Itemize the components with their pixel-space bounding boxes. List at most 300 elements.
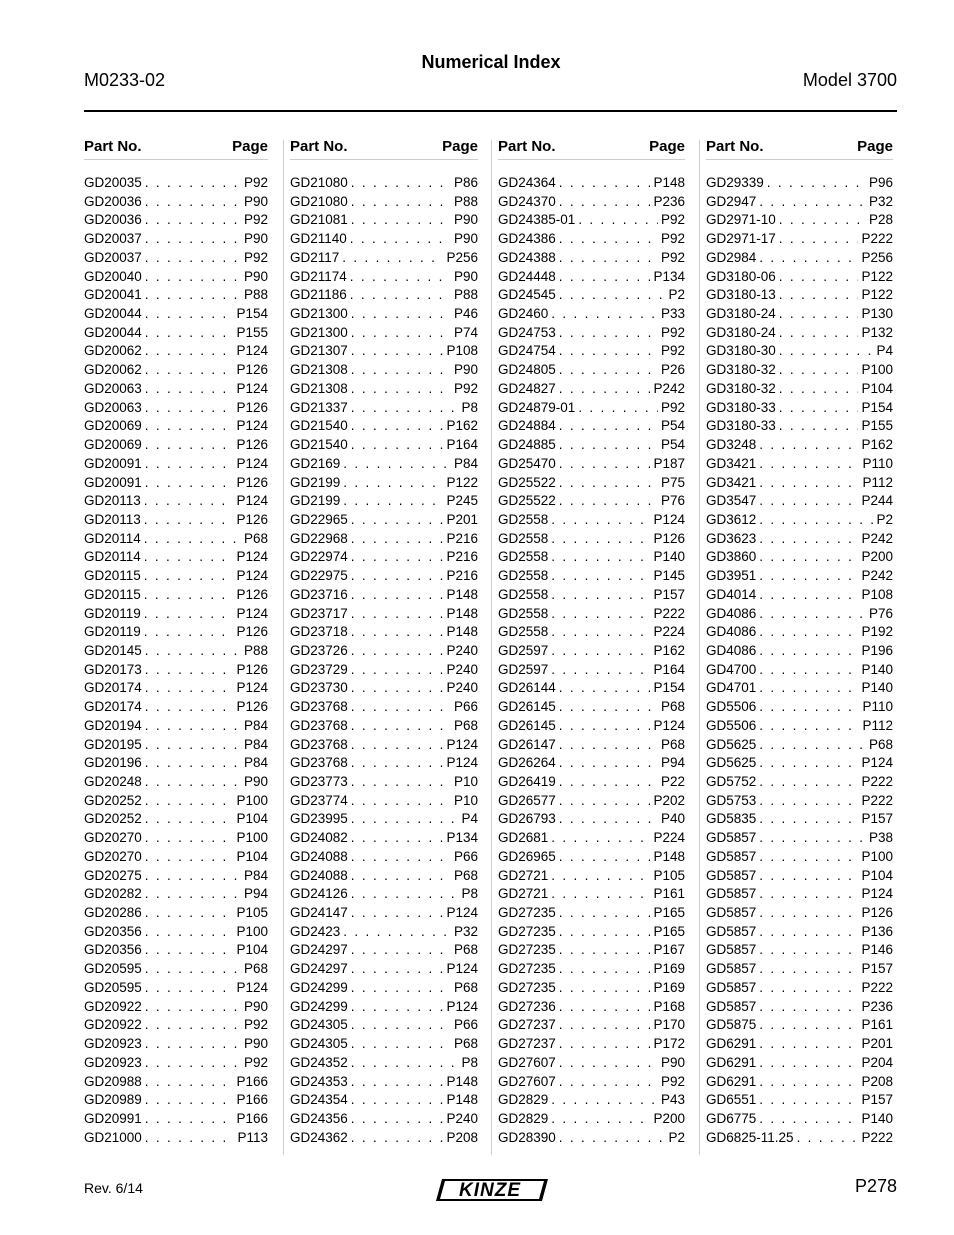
part-number: GD21540: [290, 418, 348, 434]
part-number: GD27235: [498, 942, 556, 958]
part-number: GD20115: [84, 586, 141, 602]
page-reference: P165: [653, 923, 685, 939]
index-entry: [706, 249, 893, 268]
dot-leader: [759, 736, 866, 755]
index-entry: [290, 810, 478, 829]
part-number: GD23768: [290, 736, 348, 752]
part-number: GD24299: [290, 979, 348, 995]
dot-leader: [779, 417, 859, 436]
page-reference: P201: [861, 1036, 893, 1052]
index-entry: [498, 661, 685, 680]
dot-leader: [551, 642, 650, 661]
page-reference: P148: [446, 605, 478, 621]
index-entry: [706, 193, 893, 212]
index-entry: [84, 530, 268, 549]
part-number: GD27235: [498, 961, 556, 977]
part-number: GD24352: [290, 1054, 348, 1070]
index-entry: [706, 268, 893, 287]
dot-leader: [779, 268, 859, 287]
index-entry: [290, 642, 478, 661]
page-reference: P157: [861, 811, 893, 827]
part-number: GD27235: [498, 923, 556, 939]
dot-leader: [144, 511, 234, 530]
index-entry: [706, 474, 893, 493]
page-reference: P140: [861, 680, 893, 696]
revision-date: Rev. 6/14: [84, 1180, 143, 1196]
dot-leader: [144, 548, 234, 567]
index-entry: [290, 623, 478, 642]
part-number: GD21140: [290, 231, 347, 247]
dot-leader: [759, 492, 858, 511]
part-number: GD24364: [498, 175, 556, 190]
dot-leader: [351, 904, 444, 923]
index-entry: [498, 455, 685, 474]
dot-leader: [759, 586, 858, 605]
part-number: GD24356: [290, 1110, 348, 1126]
page-reference: P104: [236, 811, 268, 827]
part-number: GD21540: [290, 437, 348, 453]
page-reference: P164: [446, 437, 478, 453]
index-entry: [706, 436, 893, 455]
part-number: GD24297: [290, 961, 348, 977]
dot-leader: [145, 661, 234, 680]
page-reference: P2: [876, 511, 893, 527]
dot-leader: [759, 1110, 858, 1129]
index-entry: [498, 1110, 685, 1129]
index-entry: [706, 904, 893, 923]
dot-leader: [797, 1129, 859, 1148]
index-entry: [84, 979, 268, 998]
dot-leader: [144, 586, 234, 605]
index-entry: [84, 286, 268, 305]
dot-leader: [351, 829, 444, 848]
index-entry: [706, 717, 893, 736]
part-number: GD2558: [498, 624, 549, 640]
page-reference: P124: [236, 680, 268, 696]
dot-leader: [559, 1054, 658, 1073]
page-reference: P4: [461, 811, 478, 827]
page-reference: P40: [660, 811, 685, 827]
page-reference: P90: [453, 268, 478, 284]
part-number: GD20119: [84, 605, 141, 621]
index-entry: [84, 642, 268, 661]
index-entry: [290, 736, 478, 755]
index-entry: [84, 361, 268, 380]
part-number: GD23768: [290, 755, 348, 771]
page-reference: P126: [653, 530, 685, 546]
page-reference: P105: [653, 867, 685, 883]
part-number: GD21308: [290, 380, 348, 396]
dot-leader: [759, 436, 858, 455]
document-id: M0233-02: [84, 70, 166, 90]
page-reference: P124: [653, 511, 685, 527]
part-number: GD24126: [290, 886, 348, 902]
dot-leader: [759, 979, 858, 998]
dot-leader: [145, 885, 241, 904]
dot-leader: [351, 717, 451, 736]
part-number: GD3547: [706, 493, 757, 509]
dot-leader: [551, 829, 650, 848]
page-reference: P90: [243, 268, 268, 284]
part-number: GD20989: [84, 1092, 142, 1108]
page-reference: P222: [861, 1129, 893, 1145]
index-entry: [498, 1091, 685, 1110]
part-number: GD24362: [290, 1129, 348, 1145]
part-number: GD24088: [290, 848, 348, 864]
index-entry: [706, 548, 893, 567]
index-entry: [84, 436, 268, 455]
part-no-header: Part No.: [290, 138, 348, 155]
page-reference: P222: [861, 774, 893, 789]
page-reference: P122: [861, 268, 893, 284]
index-entry: [84, 230, 268, 249]
page-reference: P122: [861, 287, 893, 303]
dot-leader: [351, 436, 444, 455]
part-number: GD20286: [84, 905, 142, 921]
dot-leader: [351, 1091, 444, 1110]
dot-leader: [145, 342, 234, 361]
page-reference: P54: [660, 437, 685, 453]
part-number: GD20988: [84, 1073, 142, 1089]
index-entry: [498, 492, 685, 511]
page-reference: P155: [236, 324, 268, 340]
index-entry: [498, 679, 685, 698]
part-number: GD22965: [290, 511, 348, 527]
dot-leader: [559, 342, 658, 361]
index-entry: [706, 361, 893, 380]
page-reference: P100: [236, 923, 268, 939]
page-reference: P200: [861, 549, 893, 565]
part-number: GD26264: [498, 755, 556, 771]
dot-leader: [779, 324, 859, 343]
part-number: GD2558: [498, 586, 549, 602]
index-entry: [706, 342, 893, 361]
part-number: GD20174: [84, 699, 142, 715]
part-number: GD24305: [290, 1036, 348, 1052]
page-reference: P146: [861, 942, 893, 958]
page-reference: P68: [660, 736, 685, 752]
dot-leader: [351, 679, 444, 698]
index-entry: [290, 474, 478, 493]
index-entry: [498, 193, 685, 212]
index-entry: [498, 904, 685, 923]
part-number: GD20196: [84, 755, 142, 771]
part-number: GD27235: [498, 979, 556, 995]
index-entry: [290, 249, 478, 268]
dot-leader: [351, 642, 444, 661]
part-number: GD26144: [498, 680, 556, 696]
page-reference: P162: [653, 642, 685, 658]
part-number: GD20091: [84, 474, 142, 490]
index-column-4: [706, 130, 893, 1147]
page-reference: P100: [236, 830, 268, 846]
part-number: GD5857: [706, 979, 757, 995]
part-number: GD24386: [498, 231, 556, 247]
index-entry: [706, 305, 893, 324]
index-entry: [290, 324, 478, 343]
dot-leader: [351, 567, 444, 586]
dot-leader: [759, 848, 858, 867]
page-reference: P155: [861, 418, 893, 434]
dot-leader: [145, 829, 234, 848]
dot-leader: [559, 736, 658, 755]
dot-leader: [351, 848, 451, 867]
page-reference: P157: [653, 586, 685, 602]
part-number: GD20113: [84, 493, 141, 509]
index-entry: [498, 867, 685, 886]
part-number: GD20040: [84, 268, 142, 284]
index-entry: [84, 399, 268, 418]
page-reference: P134: [653, 268, 685, 284]
page-reference: P90: [243, 998, 268, 1014]
page-reference: P124: [236, 493, 268, 509]
page-reference: P204: [861, 1054, 893, 1070]
page-reference: P170: [653, 1017, 685, 1033]
index-entry: [706, 492, 893, 511]
dot-leader: [145, 399, 234, 418]
part-number: GD3180-32: [706, 380, 776, 396]
index-entry: [706, 810, 893, 829]
index-entry: [498, 324, 685, 343]
index-entry: [498, 174, 685, 193]
page-reference: P8: [461, 886, 478, 902]
dot-leader: [144, 567, 234, 586]
part-number: GD3180-32: [706, 362, 776, 378]
page-reference: P92: [243, 212, 268, 228]
page-reference: P124: [236, 455, 268, 471]
part-number: GD20275: [84, 867, 142, 883]
index-entry: [84, 941, 268, 960]
dot-leader: [559, 698, 658, 717]
dot-leader: [350, 230, 451, 249]
page-reference: P92: [660, 212, 685, 228]
page-reference: P108: [446, 343, 478, 359]
dot-leader: [351, 342, 444, 361]
part-number: GD23717: [290, 605, 348, 621]
part-number: GD2597: [498, 642, 549, 658]
dot-leader: [779, 380, 859, 399]
page-reference: P92: [660, 399, 685, 415]
page-reference: P92: [243, 175, 268, 190]
part-number: GD20195: [84, 736, 142, 752]
dot-leader: [145, 211, 241, 230]
page-reference: P148: [446, 624, 478, 640]
page-reference: P112: [862, 717, 893, 733]
index-entry: [84, 324, 268, 343]
dot-leader: [350, 268, 451, 287]
index-entry: [290, 567, 478, 586]
page-reference: P202: [653, 792, 685, 808]
page-header: Page: [232, 138, 268, 155]
index-rows: [290, 174, 478, 1147]
page-reference: P140: [653, 549, 685, 565]
part-number: GD6551: [706, 1092, 757, 1108]
part-number: GD20991: [84, 1110, 142, 1126]
dot-leader: [351, 698, 451, 717]
part-number: GD4701: [706, 680, 757, 696]
page-reference: P66: [453, 1017, 478, 1033]
index-entry: [706, 1110, 893, 1129]
part-number: GD24082: [290, 830, 348, 846]
part-number: GD24545: [498, 287, 556, 303]
part-number: GD27237: [498, 1036, 556, 1052]
index-entry: [84, 417, 268, 436]
page-reference: P66: [453, 848, 478, 864]
index-entry: [84, 342, 268, 361]
page-reference: P90: [243, 231, 268, 247]
dot-leader: [759, 679, 858, 698]
dot-leader: [559, 848, 651, 867]
page-reference: P10: [453, 792, 478, 808]
part-number: GD26577: [498, 792, 556, 808]
part-number: GD20069: [84, 418, 142, 434]
index-entry: [290, 885, 478, 904]
part-number: GD20248: [84, 774, 142, 789]
page-reference: P74: [453, 324, 478, 340]
dot-leader: [759, 548, 858, 567]
page-reference: P90: [243, 193, 268, 209]
part-number: GD21000: [84, 1129, 142, 1145]
page-reference: P124: [446, 998, 478, 1014]
part-number: GD2558: [498, 549, 549, 565]
page-reference: P84: [453, 455, 478, 471]
dot-leader: [145, 474, 234, 493]
dot-leader: [551, 1110, 650, 1129]
index-entry: [498, 1035, 685, 1054]
page-reference: P124: [236, 418, 268, 434]
dot-leader: [342, 249, 443, 268]
dot-leader: [343, 474, 443, 493]
page-reference: P75: [660, 474, 685, 490]
page-reference: P66: [453, 699, 478, 715]
page-reference: P126: [236, 399, 268, 415]
dot-leader: [759, 1073, 858, 1092]
part-number: GD5752: [706, 774, 757, 789]
page-reference: P46: [453, 306, 478, 322]
dot-leader: [351, 193, 451, 212]
index-entry: [290, 941, 478, 960]
part-number: GD5857: [706, 961, 757, 977]
page-reference: P240: [446, 680, 478, 696]
index-entry: [498, 286, 685, 305]
page-reference: P124: [446, 736, 478, 752]
index-entry: [498, 754, 685, 773]
part-number: GD3180-24: [706, 306, 776, 322]
index-entry: [706, 698, 893, 717]
index-entry: [706, 642, 893, 661]
page-reference: P157: [861, 1092, 893, 1108]
part-number: GD20194: [84, 717, 142, 733]
page-reference: P54: [660, 418, 685, 434]
page-reference: P166: [236, 1110, 268, 1126]
dot-leader: [559, 960, 651, 979]
page-reference: P84: [243, 755, 268, 771]
dot-leader: [343, 923, 451, 942]
index-entry: [290, 923, 478, 942]
index-entry: [290, 1073, 478, 1092]
page-reference: P132: [861, 324, 893, 340]
index-entry: [84, 1035, 268, 1054]
part-number: GD3180-24: [706, 324, 776, 340]
dot-leader: [145, 230, 241, 249]
index-entry: [498, 586, 685, 605]
dot-leader: [351, 1110, 444, 1129]
dot-leader: [759, 773, 858, 792]
page-reference: P200: [653, 1110, 685, 1126]
dot-leader: [559, 193, 651, 212]
part-number: GD26145: [498, 717, 556, 733]
dot-leader: [551, 530, 650, 549]
dot-leader: [559, 361, 658, 380]
page-reference: P10: [453, 774, 478, 789]
part-number: GD5857: [706, 867, 757, 883]
index-entry: [290, 979, 478, 998]
page-reference: P148: [653, 175, 685, 190]
dot-leader: [551, 623, 650, 642]
page-reference: P8: [461, 1054, 478, 1070]
page-reference: P216: [446, 568, 478, 584]
part-number: GD21307: [290, 343, 348, 359]
dot-leader: [779, 361, 859, 380]
dot-leader: [578, 211, 658, 230]
part-number: GD3951: [706, 568, 757, 584]
page-reference: P169: [653, 961, 685, 977]
dot-leader: [779, 399, 859, 418]
part-number: GD20062: [84, 343, 142, 359]
part-number: GD5753: [706, 792, 757, 808]
dot-leader: [559, 268, 651, 287]
dot-leader: [144, 492, 234, 511]
dot-leader: [351, 885, 459, 904]
part-number: GD21174: [290, 268, 347, 284]
index-entry: [498, 249, 685, 268]
column-header: [498, 130, 685, 160]
index-entry: [706, 923, 893, 942]
index-entry: [706, 1091, 893, 1110]
page-reference: P32: [453, 923, 478, 939]
dot-leader: [145, 867, 241, 886]
page-reference: P112: [862, 474, 893, 490]
index-rows: [706, 174, 893, 1147]
page-reference: P110: [862, 699, 893, 715]
part-number: GD27607: [498, 1054, 556, 1070]
part-number: GD23773: [290, 774, 348, 789]
part-number: GD23730: [290, 680, 348, 696]
page-reference: P104: [861, 867, 893, 883]
index-entry: [498, 736, 685, 755]
page-reference: P166: [236, 1092, 268, 1108]
index-entry: [706, 754, 893, 773]
page-reference: P43: [660, 1092, 685, 1108]
part-number: GD2199: [290, 474, 341, 490]
dot-leader: [559, 249, 658, 268]
page-reference: P2: [668, 1129, 685, 1145]
part-number: GD20037: [84, 231, 142, 247]
part-number: GD24305: [290, 1017, 348, 1033]
dot-leader: [145, 417, 234, 436]
index-entry: [706, 998, 893, 1017]
dot-leader: [559, 436, 658, 455]
index-entry: [290, 960, 478, 979]
index-entry: [84, 1129, 268, 1148]
page-reference: P68: [453, 979, 478, 995]
dot-leader: [551, 586, 650, 605]
part-number: GD24353: [290, 1073, 348, 1089]
dot-leader: [145, 268, 241, 287]
index-entry: [84, 474, 268, 493]
part-number: GD20037: [84, 249, 142, 265]
part-number: GD2971-10: [706, 212, 776, 228]
